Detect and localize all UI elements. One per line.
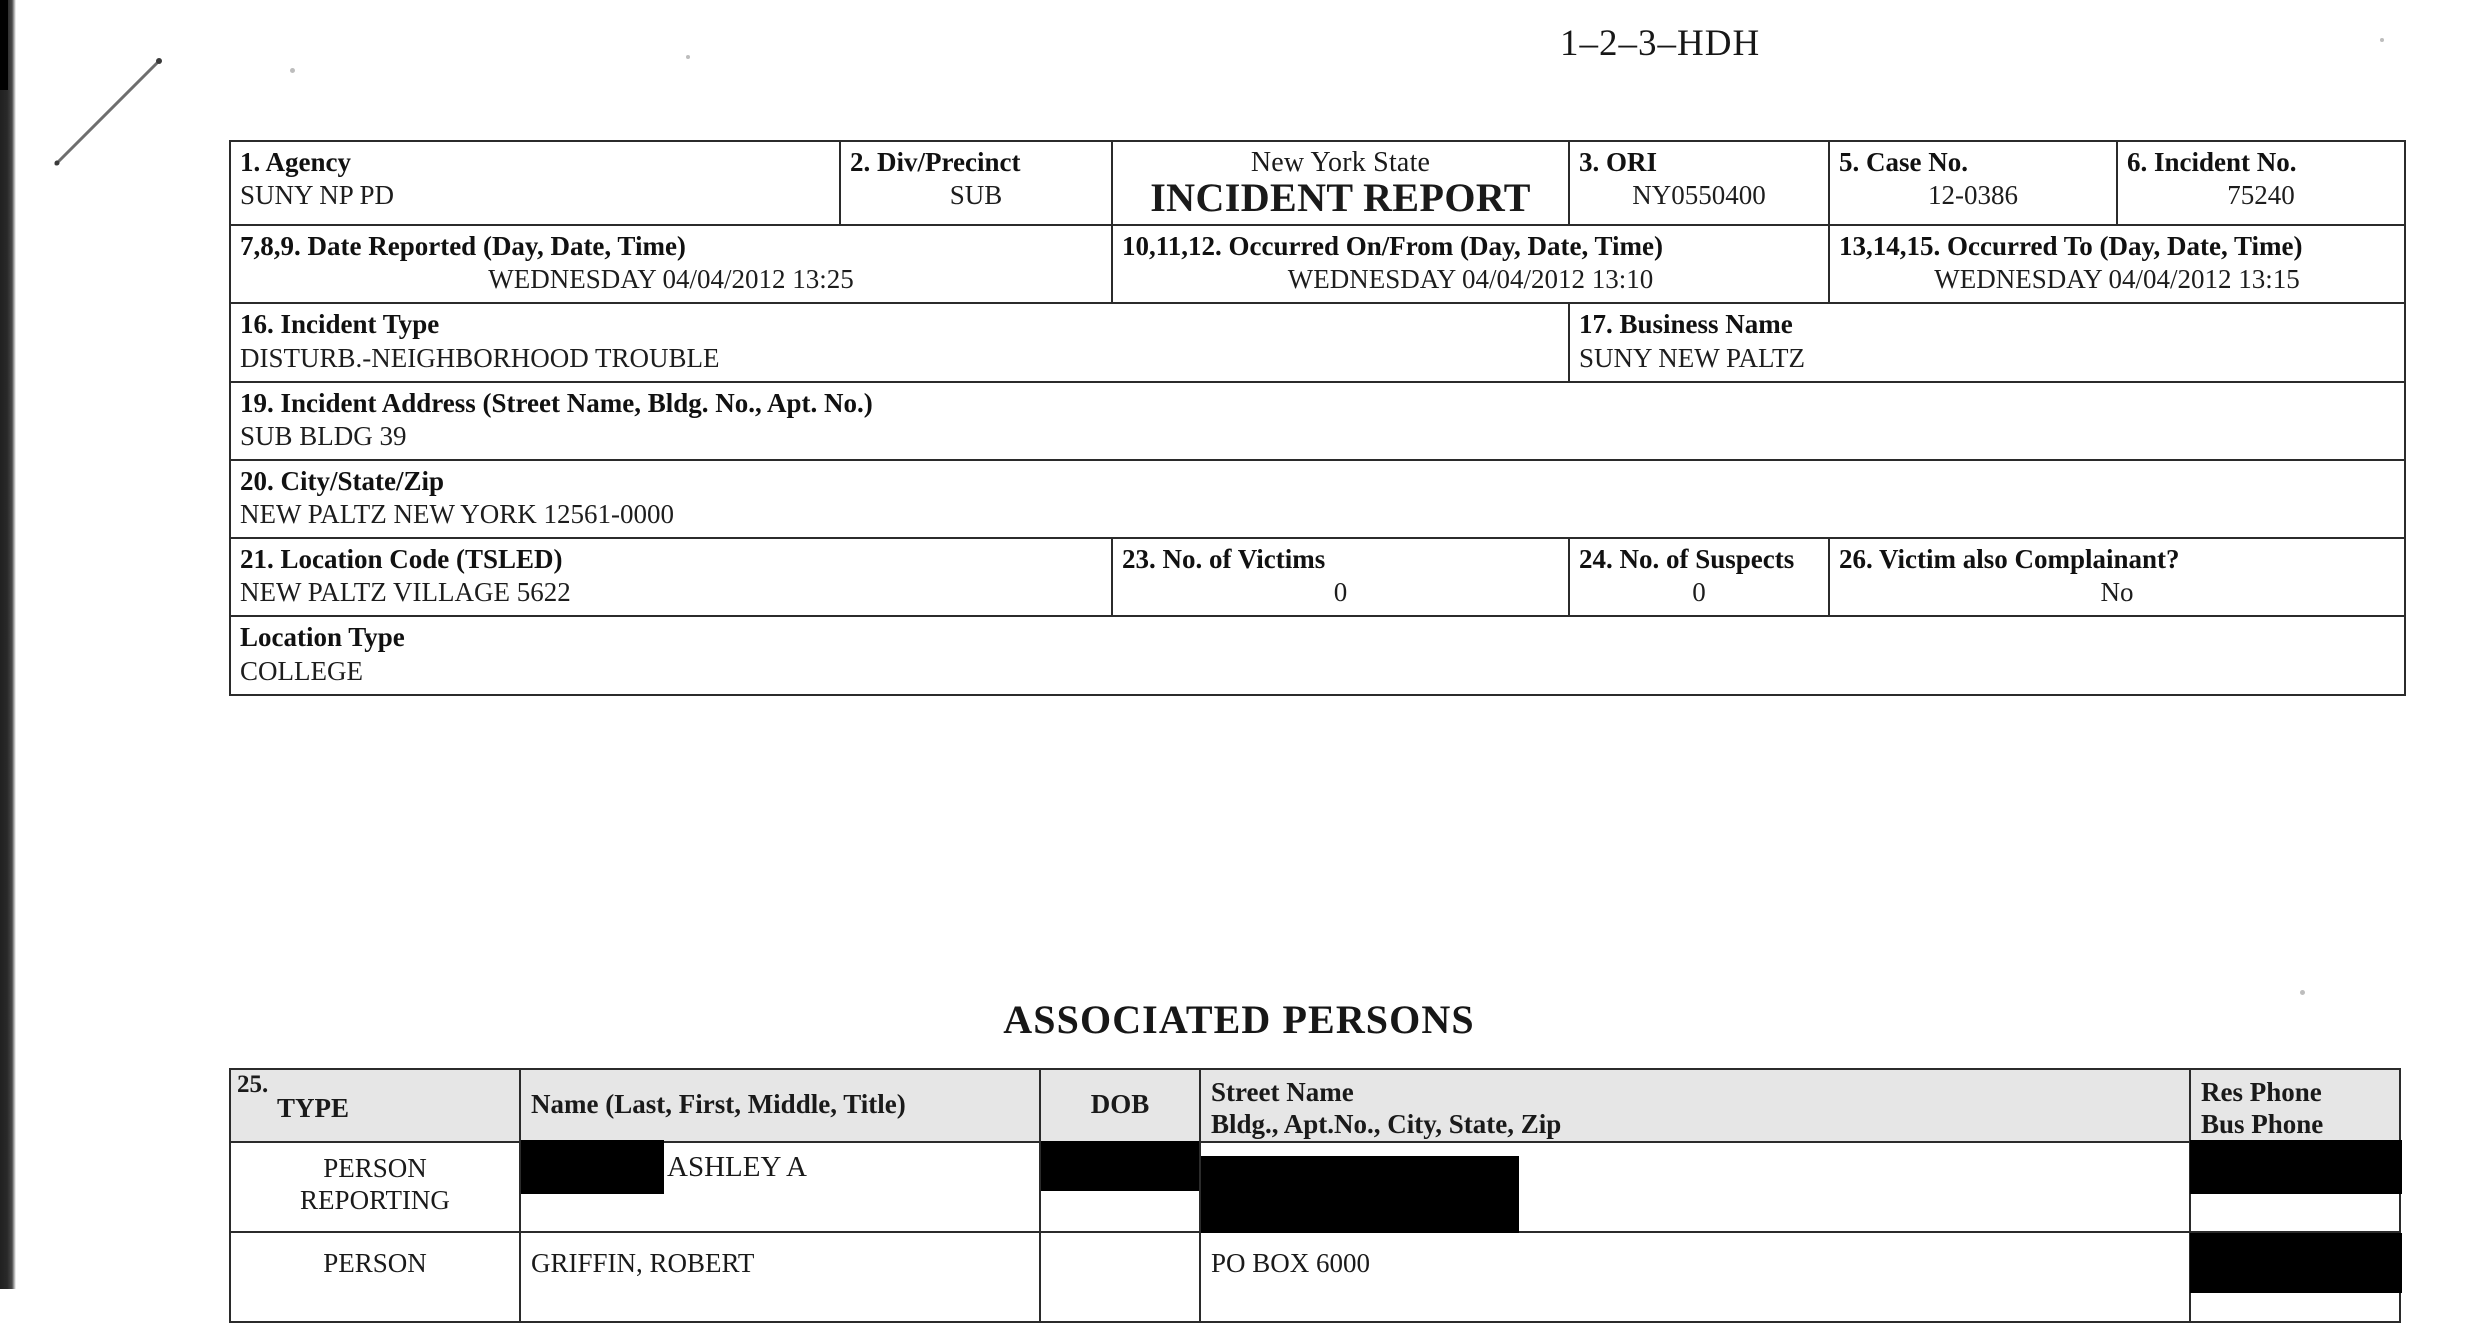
- scan-speck: [2300, 990, 2305, 995]
- row-name-wrapper: [521, 1143, 1039, 1231]
- column-header-address: [1200, 1069, 2190, 1142]
- field-agency-label: 1. Agency: [240, 147, 351, 177]
- form-row-incident-type: [230, 303, 2405, 381]
- field-business-name: [1569, 303, 2405, 381]
- associated-persons-table: [229, 1068, 2401, 1323]
- field-agency-value: SUNY NP PD: [240, 180, 395, 211]
- field-ori: [1569, 141, 1829, 225]
- scan-speck: [2380, 38, 2384, 42]
- form-row-location-code: [230, 538, 2405, 616]
- field-no-suspects-label: 24. No. of Suspects: [1579, 544, 1795, 575]
- column-header-phone-line2: Bus Phone: [2201, 1109, 2324, 1140]
- field-location-code-value: NEW PALTZ VILLAGE 5622: [240, 577, 571, 608]
- column-header-address-line2: Bldg., Apt.No., City, State, Zip: [1211, 1109, 1562, 1140]
- redaction-bar-phone: [2190, 1140, 2402, 1194]
- row-phone-cell: [2190, 1232, 2400, 1322]
- row-type-line2: REPORTING: [300, 1185, 450, 1216]
- field-no-suspects: [1569, 538, 1829, 616]
- scan-speck: [290, 68, 295, 73]
- field-victim-complainant-label: 26. Victim also Complainant?: [1839, 544, 2180, 575]
- field-no-victims-value: 0: [1333, 577, 1348, 608]
- field-location-type: [230, 616, 2405, 694]
- field-city-state-zip-value: NEW PALTZ NEW YORK 12561-0000: [240, 499, 675, 530]
- form-row-header: [230, 141, 2405, 225]
- field-occurred-to-value: WEDNESDAY 04/04/2012 13:15: [1934, 264, 2300, 295]
- field-incident-address-value: SUB BLDG 39: [240, 420, 407, 451]
- field-case-no-value: 12-0386: [1928, 180, 2018, 211]
- field-city-state-zip: [230, 460, 2405, 538]
- row-type-cell: [230, 1142, 520, 1232]
- field-no-victims: [1112, 538, 1569, 616]
- scan-speck: [686, 55, 690, 59]
- field-incident-type: [230, 303, 1569, 381]
- field-case-no-label: 5. Case No.: [1839, 147, 1968, 177]
- redaction-bar-phone: [2190, 1233, 2400, 1293]
- form-title-cell: [1112, 141, 1569, 225]
- field-incident-address-label: 19. Incident Address (Street Name, Bldg. No., Apt. No.): [240, 387, 873, 418]
- field-date-reported-label: 7,8,9. Date Reported (Day, Date, Time): [240, 231, 686, 261]
- column-header-phone: [2190, 1069, 2400, 1142]
- row-type-line1: PERSON: [323, 1247, 427, 1278]
- field-victim-complainant: [1829, 538, 2405, 616]
- redaction-bar-address: [1201, 1156, 1519, 1234]
- scan-edge-corner-artifact: [0, 0, 8, 90]
- field-occurred-from-value: WEDNESDAY 04/04/2012 13:10: [1287, 264, 1654, 295]
- pen-stroke-mark: [52, 52, 172, 172]
- row-address-cell: [1200, 1232, 2190, 1322]
- form-row-city-state-zip: [230, 460, 2405, 538]
- row-address-cell: [1200, 1142, 2190, 1232]
- field-no-suspects-value: 0: [1692, 577, 1706, 608]
- field-location-type-label: Location Type: [240, 622, 405, 653]
- field-div-precinct-value: SUB: [949, 180, 1003, 211]
- section-number: 25.: [237, 1071, 269, 1098]
- form-title-line1: New York State: [1250, 147, 1431, 178]
- field-location-code-label: 21. Location Code (TSLED): [240, 544, 563, 575]
- row-address-value: PO BOX 6000: [1211, 1247, 1371, 1278]
- field-div-precinct-label: 2. Div/Precinct: [850, 147, 1021, 177]
- field-location-type-value: COLLEGE: [240, 655, 363, 686]
- field-incident-type-label: 16. Incident Type: [240, 309, 440, 340]
- field-location-code: [230, 538, 1112, 616]
- field-no-victims-label: 23. No. of Victims: [1122, 544, 1326, 575]
- column-header-address-line1: Street Name: [1211, 1077, 1354, 1107]
- page-annotation-code: 1–2–3–HDH: [1560, 23, 1761, 64]
- redaction-bar-name: [521, 1140, 664, 1194]
- row-dob-cell: [1040, 1232, 1200, 1322]
- field-occurred-to: [1829, 225, 2405, 303]
- row-dob-cell: [1040, 1142, 1200, 1232]
- form-row-location-type: [230, 616, 2405, 694]
- row-name-cell: [520, 1232, 1040, 1322]
- field-occurred-to-label: 13,14,15. Occurred To (Day, Date, Time): [1839, 231, 2303, 261]
- field-date-reported: [230, 225, 1112, 303]
- field-occurred-from: [1112, 225, 1829, 303]
- column-header-type: [230, 1069, 520, 1142]
- form-row-dates: [230, 225, 2405, 303]
- row-name-cell: [520, 1142, 1040, 1232]
- field-incident-no-value: 75240: [2227, 180, 2295, 211]
- table-row: [230, 1142, 2400, 1232]
- form-row-incident-address: [230, 382, 2405, 460]
- row-type-line1: PERSON: [323, 1152, 427, 1183]
- field-business-name-value: SUNY NEW PALTZ: [1579, 342, 1806, 373]
- form-title-line2: INCIDENT REPORT: [1150, 175, 1531, 220]
- scan-edge-artifact: [0, 0, 16, 1289]
- column-header-dob-label: DOB: [1090, 1089, 1150, 1119]
- field-business-name-label: 17. Business Name: [1579, 309, 1793, 340]
- redaction-bar-dob: [1041, 1141, 1199, 1191]
- row-name-value: GRIFFIN, ROBERT: [531, 1247, 755, 1278]
- column-header-name: [520, 1069, 1040, 1142]
- field-ori-label: 3. ORI: [1579, 147, 1658, 177]
- field-agency: [230, 141, 840, 225]
- field-div-precinct: [840, 141, 1112, 225]
- row-type-cell: [230, 1232, 520, 1322]
- field-incident-address: [230, 382, 2405, 460]
- field-case-no: [1829, 141, 2117, 225]
- field-occurred-from-label: 10,11,12. Occurred On/From (Day, Date, Time): [1122, 231, 1663, 261]
- associated-persons-heading: ASSOCIATED PERSONS: [1003, 997, 1475, 1042]
- table-row: [230, 1232, 2400, 1322]
- field-incident-no: [2117, 141, 2405, 225]
- field-city-state-zip-label: 20. City/State/Zip: [240, 465, 445, 496]
- field-incident-no-label: 6. Incident No.: [2127, 147, 2297, 177]
- field-victim-complainant-value: No: [2100, 577, 2134, 608]
- field-ori-value: NY0550400: [1632, 180, 1766, 211]
- column-header-name-label: Name (Last, First, Middle, Title): [531, 1089, 906, 1119]
- incident-report-form: [229, 140, 2406, 696]
- column-header-phone-line1: Res Phone: [2201, 1077, 2322, 1107]
- associated-persons-header-row: [230, 1069, 2400, 1142]
- column-header-dob: [1040, 1069, 1200, 1142]
- row-name-value: ASHLEY A: [667, 1150, 807, 1183]
- field-incident-type-value: DISTURB.-NEIGHBORHOOD TROUBLE: [240, 342, 720, 373]
- column-header-type-label: TYPE: [277, 1093, 350, 1123]
- row-phone-cell: [2190, 1142, 2400, 1232]
- field-date-reported-value: WEDNESDAY 04/04/2012 13:25: [488, 264, 854, 295]
